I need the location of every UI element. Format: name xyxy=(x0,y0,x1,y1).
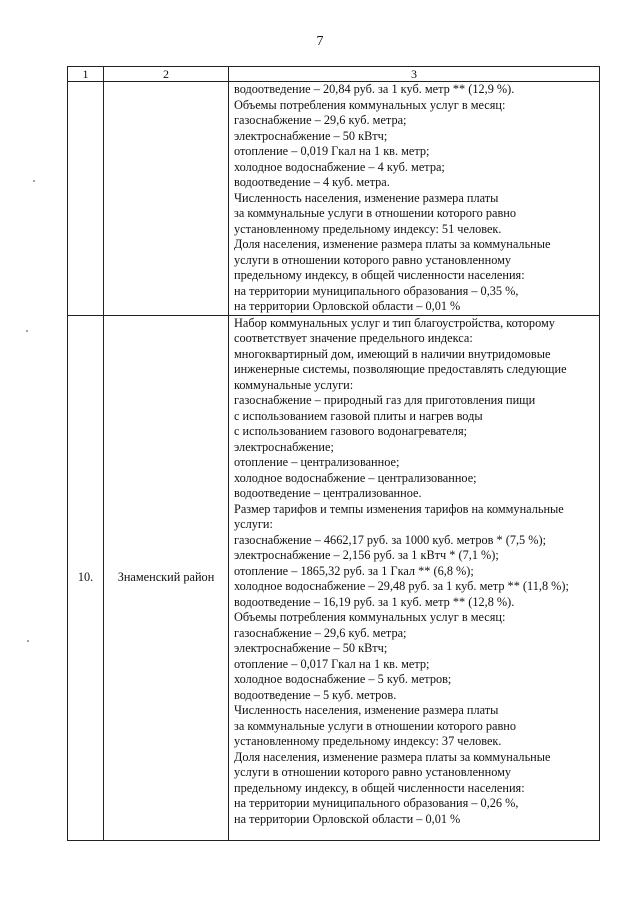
text-line: Доля населения, изменение размера платы за коммунальные xyxy=(234,749,551,764)
text-line: на территории муниципального образования – 0,35 %, xyxy=(234,283,519,298)
text-line: Объемы потребления коммунальных услуг в месяц: xyxy=(234,610,506,624)
district-cell: Знаменский район xyxy=(104,315,229,840)
text-line: газоснабжение – 29,6 куб. метра; xyxy=(234,113,407,127)
text-line: услуги: xyxy=(234,517,273,531)
text-line: услуги в отношении которого равно установленному xyxy=(234,252,512,267)
text-line: холодное водоснабжение – централизованное; xyxy=(234,470,477,485)
scan-speck xyxy=(33,180,35,182)
text-line: Размер тарифов и темпы изменения тарифов на коммунальные xyxy=(234,501,564,516)
scan-speck xyxy=(27,640,29,642)
text-line: на территории муниципального образования – 0,26 %, xyxy=(234,796,519,810)
text-line: услуги в отношении которого равно установленному xyxy=(234,765,512,779)
text-line: Численность населения, изменение размера платы xyxy=(234,190,499,205)
row-number-cell xyxy=(68,82,104,316)
text-line: газоснабжение – 4662,17 руб. за 1000 куб. метров * (7,5 %); xyxy=(234,532,547,547)
column-header-1: 1 xyxy=(68,67,104,82)
text-line: водоотведение – 16,19 руб. за 1 куб. метр ** (12,8 %). xyxy=(234,594,515,609)
text-line: отопление – 0,017 Гкал на 1 кв. метр; xyxy=(234,656,430,671)
text-line: на территории Орловской области – 0,01 % xyxy=(234,299,461,313)
text-line: холодное водоснабжение – 4 куб. метра; xyxy=(234,159,445,174)
text-line: водоотведение – 4 куб. метра. xyxy=(234,175,390,189)
table-row-continued xyxy=(68,82,600,316)
row-number-cell: 10. xyxy=(68,315,104,840)
text-line: коммунальные услуги: xyxy=(234,377,354,392)
text-line: газоснабжение – природный газ для приготовления пищи xyxy=(234,393,536,407)
text-line: электроснабжение – 50 кВтч; xyxy=(234,641,388,655)
page-number: 7 xyxy=(316,34,324,49)
column-header-3: 3 xyxy=(229,67,600,82)
text-line: водоотведение – централизованное. xyxy=(234,486,422,500)
text-line: водоотведение – 5 куб. метров. xyxy=(234,687,397,702)
text-line: за коммунальные услуги в отношении которого равно xyxy=(234,206,517,220)
text-line: электроснабжение; xyxy=(234,439,334,454)
text-line: Набор коммунальных услуг и тип благоустройства, которому xyxy=(234,315,555,330)
text-line: соответствует значение предельного индекса: xyxy=(234,331,473,345)
column-header-2: 2 xyxy=(104,67,229,82)
text-line: электроснабжение – 2,156 руб. за 1 кВтч * (7,1 %); xyxy=(234,548,499,562)
text-line: предельному индексу, в общей численности населения: xyxy=(234,268,525,282)
description-cell xyxy=(229,82,600,316)
text-line: установленному предельному индексу: 51 человек. xyxy=(234,221,502,236)
description-text xyxy=(229,316,599,828)
text-line: установленному предельному индексу: 37 человек. xyxy=(234,734,502,748)
text-line: водоотведение – 20,84 руб. за 1 куб. метр ** (12,9 %). xyxy=(234,82,515,96)
text-line: отопление – 1865,32 руб. за 1 Гкал ** (6,8 %); xyxy=(234,563,474,578)
scan-speck xyxy=(26,330,28,332)
tariff-table xyxy=(67,66,600,841)
text-line: холодное водоснабжение – 5 куб. метров; xyxy=(234,672,452,686)
text-line: электроснабжение – 50 кВтч; xyxy=(234,128,388,143)
text-line: отопление – 0,019 Гкал на 1 кв. метр; xyxy=(234,144,430,158)
text-line: предельному индексу, в общей численности населения: xyxy=(234,780,525,795)
text-line: отопление – централизованное; xyxy=(234,455,400,469)
text-line: Численность населения, изменение размера платы xyxy=(234,703,499,717)
table-row-10 xyxy=(68,315,600,840)
description-text xyxy=(229,82,599,315)
text-line: газоснабжение – 29,6 куб. метра; xyxy=(234,625,407,640)
text-line: с использованием газового водонагревателя; xyxy=(234,424,468,438)
text-line: за коммунальные услуги в отношении которого равно xyxy=(234,718,517,733)
text-line: Доля населения, изменение размера платы за коммунальные xyxy=(234,237,551,251)
description-cell xyxy=(229,315,600,840)
text-line: на территории Орловской области – 0,01 % xyxy=(234,811,461,826)
district-cell xyxy=(104,82,229,316)
text-line: холодное водоснабжение – 29,48 руб. за 1 куб. метр ** (11,8 %); xyxy=(234,579,569,593)
table-header-row xyxy=(68,67,600,82)
text-line: инженерные системы, позволяющие предоставлять следующие xyxy=(234,362,567,376)
text-line: многоквартирный дом, имеющий в наличии внутридомовые xyxy=(234,346,551,361)
text-line: Объемы потребления коммунальных услуг в месяц: xyxy=(234,97,506,112)
text-line: с использованием газовой плиты и нагрев воды xyxy=(234,408,483,423)
